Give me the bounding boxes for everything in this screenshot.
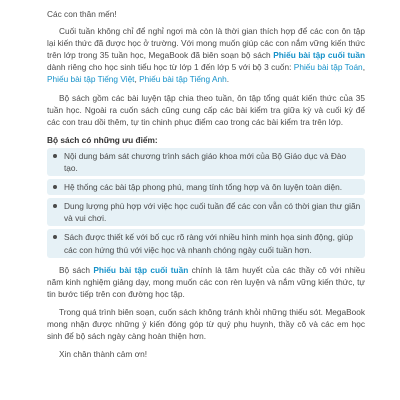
book-series-title: Phiếu bài tập cuối tuần [273, 50, 366, 61]
book-english: Phiếu bài tập Tiếng Anh [139, 74, 227, 85]
feedback-paragraph: Trong quá trình biên soạn, cuốn sách không tránh khỏi những thiếu sót. MegaBook mong nhận được những ý kiến đóng góp từ quý phụ huynh, thầy cô và các em học sinh để bộ sách ngày càng hoàn thiện hơn. [47, 306, 365, 342]
para3-text-2: chính là tâm huyết của các thầy cô với nhiều năm kinh nghiệm giảng dạy, mong muốn các con rèn luyện và nắm vững kiến thức, tự tin bước tiếp trên con đường học tập. [47, 264, 365, 299]
intro-text-2: dành riêng cho học sinh tiểu học từ lớp 1 đến lớp 5 với bộ 3 cuốn: [47, 62, 294, 73]
intro-end: . [226, 74, 230, 85]
content-paragraph: Bộ sách gồm các bài luyện tập chia theo tuần, ôn tập tổng quát kiến thức của 35 tuần học. Ngoài ra cuốn sách cũng cung cấp các bài kiểm tra giữa kỳ và cuối kỳ để các con trau dồi thêm, tự tin chinh phục điểm cao trong các bài kiểm tra trên lớp. [47, 92, 365, 127]
features-heading: Bộ sách có những ưu điểm: [47, 134, 158, 145]
feature-item [47, 229, 365, 257]
features-list [47, 148, 365, 258]
closing-line: Xin chân thành cảm ơn! [59, 349, 148, 360]
book-vietnamese: Phiếu bài tập Tiếng Việt [47, 74, 135, 85]
para3-text-1: Bộ sách [59, 264, 94, 275]
feature-text: Nội dung bám sát chương trình sách giáo khoa mới của Bộ Giáo dục và Đào tạo. [64, 150, 347, 174]
document-page [47, 8, 365, 360]
book-math: Phiếu bài tập Toán [293, 62, 363, 73]
greeting: Các con thân mến! [47, 9, 117, 19]
bullet-dot-icon [53, 154, 57, 158]
bullet-dot-icon [53, 235, 57, 239]
feature-item [47, 179, 365, 195]
feature-item [47, 148, 365, 176]
feature-item [47, 198, 365, 226]
bullet-dot-icon [53, 204, 57, 208]
book-series-title-2: Phiếu bài tập cuối tuần [93, 264, 189, 275]
bullet-dot-icon [53, 185, 57, 189]
intro-sep-2: , [134, 74, 140, 85]
feature-text: Hệ thống các bài tập phong phú, mang tính tổng hợp và ôn luyện toàn diện. [64, 182, 343, 193]
feature-text: Sách được thiết kế với bố cục rõ ràng với nhiều hình minh họa sinh động, giúp các con hứng thú với việc học và nhanh chóng ngày cuối tuần hơn. [64, 232, 353, 255]
dedication-paragraph [47, 264, 365, 300]
intro-paragraph [47, 25, 365, 85]
intro-sep-1: , [362, 62, 365, 73]
intro-text-1: Cuối tuần không chỉ để nghỉ ngơi mà còn là thời gian thích hợp để các con ôn tập lại kiến thức đã được học ở trường. Với mong muốn giúp các con nắm vững kiến thức trên lớp trong 35 tuần học, MegaBook đã biên soạn bộ sách [47, 26, 365, 61]
feature-text: Dung lượng phù hợp với việc học cuối tuần để các con vẫn có thời gian thư giãn và vui chơi. [64, 201, 361, 224]
